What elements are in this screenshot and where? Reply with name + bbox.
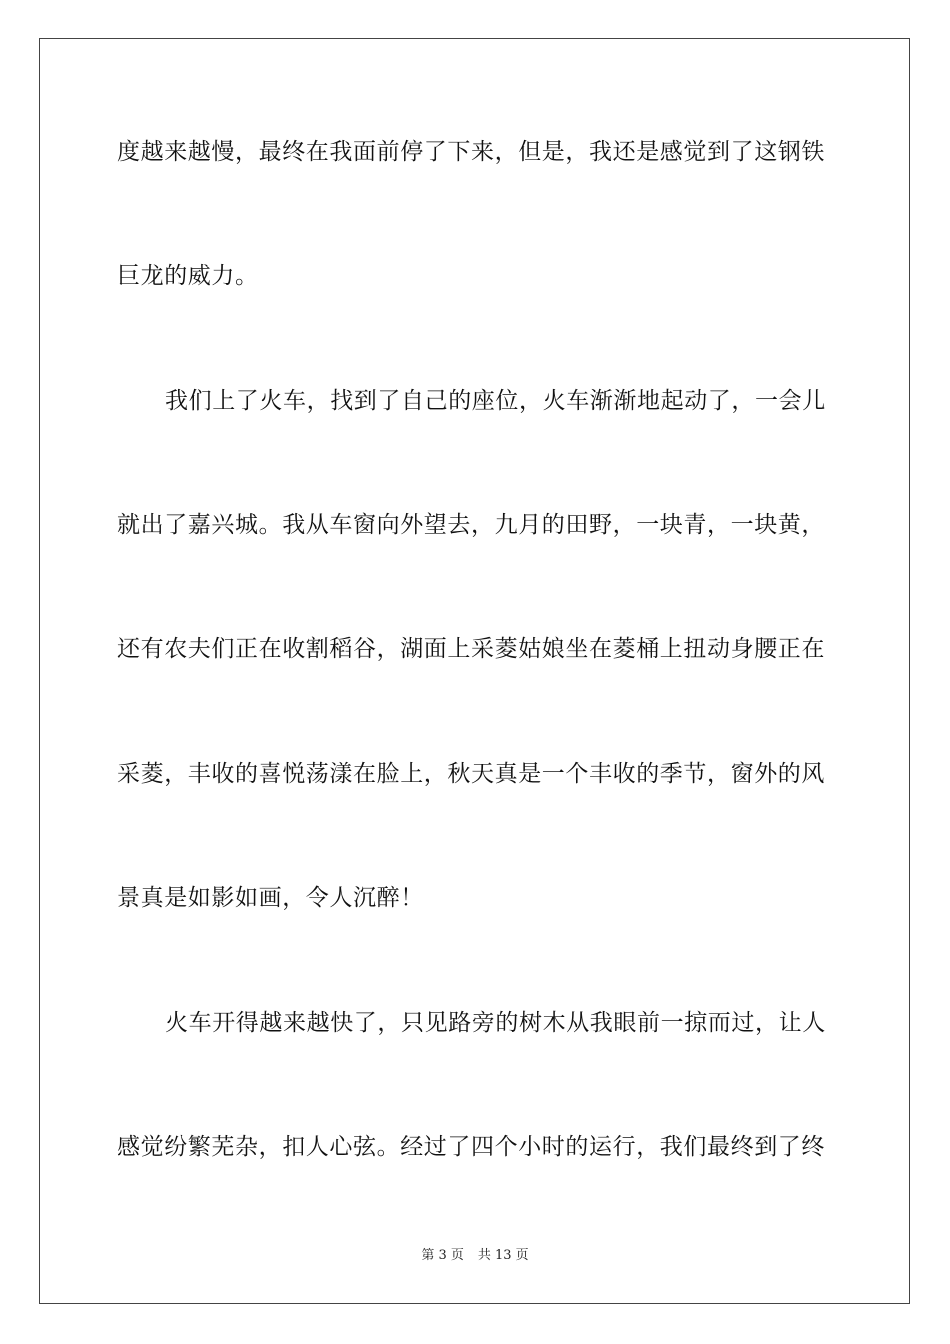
text-line-4: 就出了嘉兴城。我从车窗向外望去，九月的田野，一块青，一块黄， bbox=[117, 512, 825, 538]
total-pages-label: 共 13 页 bbox=[477, 1248, 529, 1263]
text-line-9: 感觉纷繁芜杂，扣人心弦。经过了四个小时的运行，我们最终到了终 bbox=[117, 1134, 825, 1160]
current-page-label: 第 3 页 bbox=[421, 1248, 464, 1263]
text-line-5: 还有农夫们正在收割稻谷，湖面上采菱姑娘坐在菱桶上扭动身腰正在 bbox=[117, 636, 825, 662]
text-line-8: 火车开得越来越快了，只见路旁的树木从我眼前一掠而过，让人 bbox=[165, 1010, 826, 1036]
text-line-7: 景真是如影如画，令人沉醉！ bbox=[117, 885, 424, 911]
page-footer bbox=[0, 1247, 950, 1265]
text-line-2: 巨龙的威力。 bbox=[117, 263, 259, 289]
page-border bbox=[39, 38, 910, 1304]
text-line-1: 度越来越慢，最终在我面前停了下来，但是，我还是感觉到了这钢铁 bbox=[117, 139, 825, 165]
text-line-6: 采菱，丰收的喜悦荡漾在脸上，秋天真是一个丰收的季节，窗外的风 bbox=[117, 761, 825, 787]
text-line-3: 我们上了火车，找到了自己的座位，火车渐渐地起动了，一会儿 bbox=[165, 388, 826, 414]
